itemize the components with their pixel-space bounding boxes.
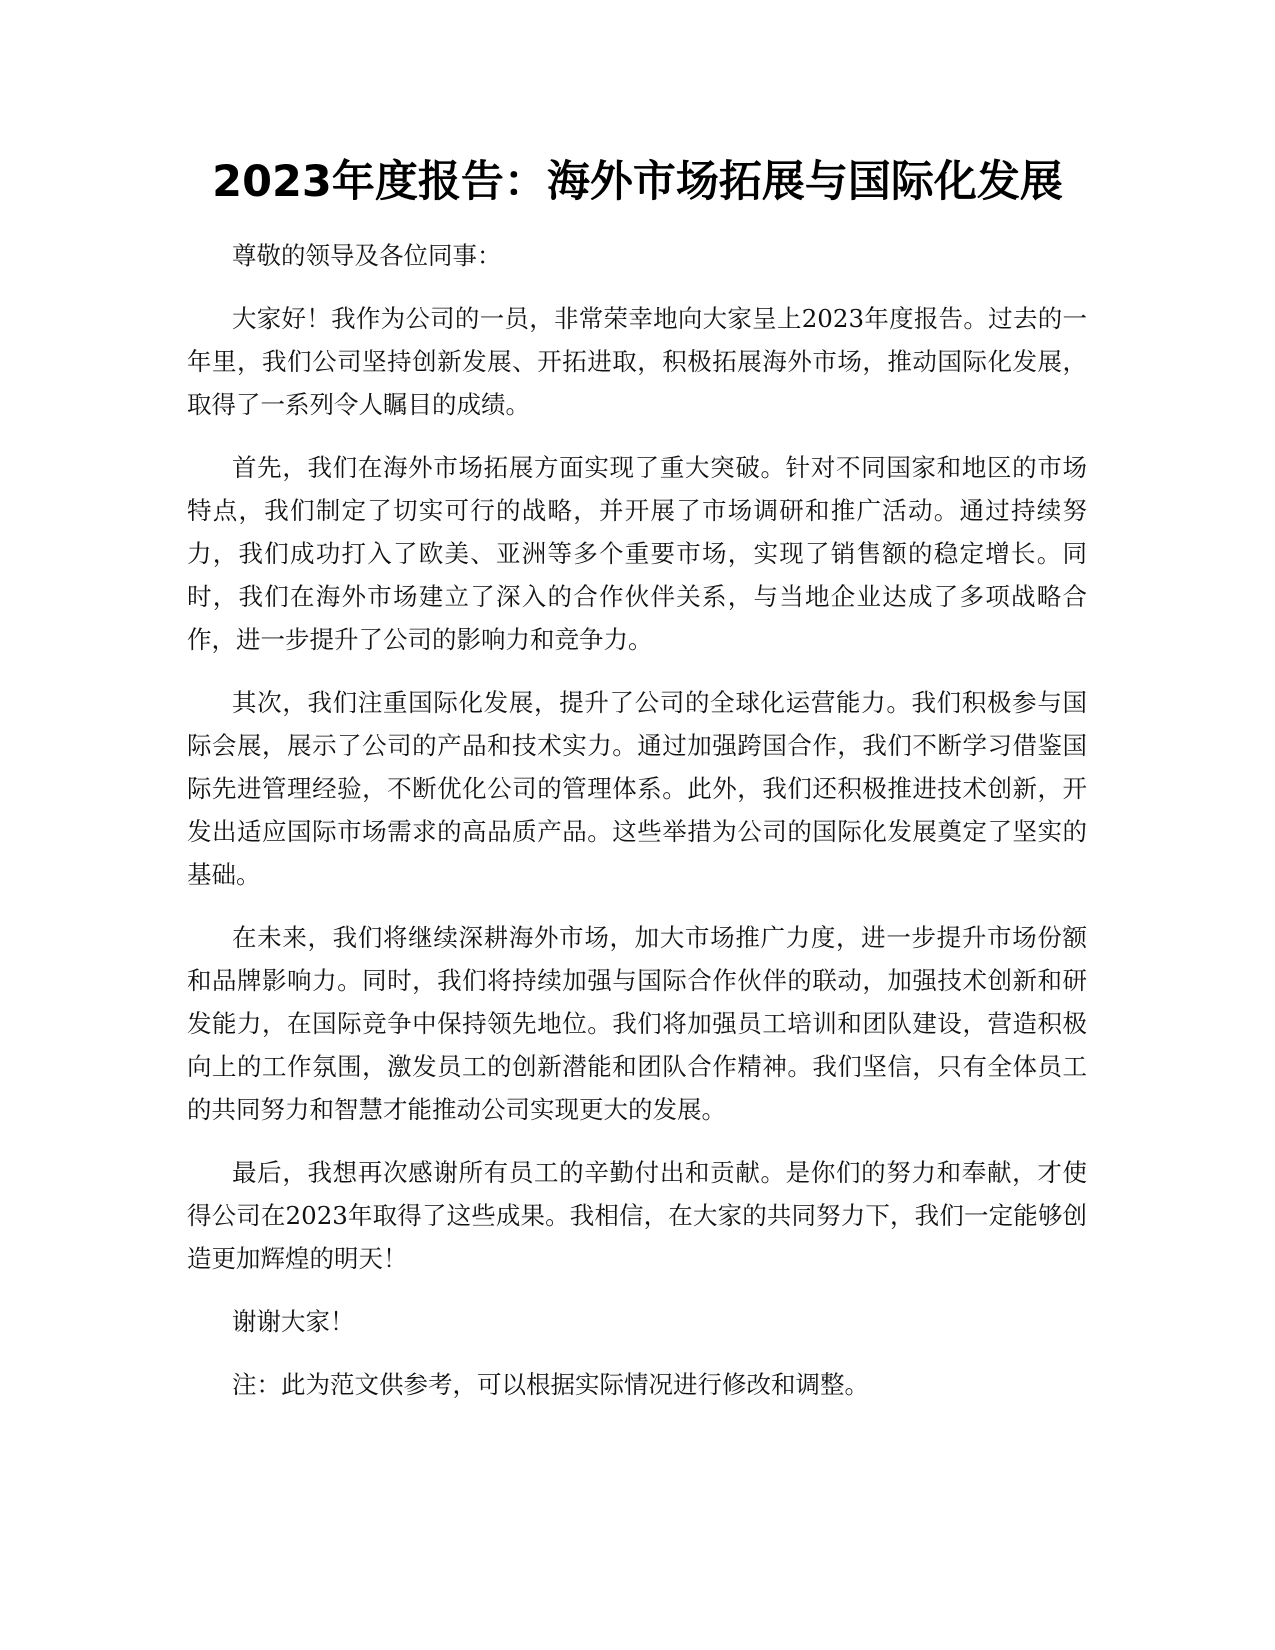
paragraph-future: 在未来，我们将继续深耕海外市场，加大市场推广力度，进一步提升市场份额和品牌影响力。同时，我们将持续加强与国际合作伙伴的联动，加强技术创新和研发能力，在国际竞争中保持领先地位。我们将加强员工培训和团队建设，营造积极向上的工作氛围，激发员工的创新潜能和团队合作精神。我们坚信，只有全体员工的共同努力和智慧才能推动公司实现更大的发展。 bbox=[187, 923, 1087, 1124]
closing-line: 谢谢大家！ bbox=[232, 1307, 355, 1336]
paragraph-intro: 大家好！我作为公司的一员，非常荣幸地向大家呈上2023年度报告。过去的一年里，我们公司坚持创新发展、开拓进取，积极拓展海外市场，推动国际化发展，取得了一系列令人瞩目的成绩。 bbox=[187, 304, 1087, 419]
paragraph-second: 其次，我们注重国际化发展，提升了公司的全球化运营能力。我们积极参与国际会展，展示了公司的产品和技术实力。通过加强跨国合作，我们不断学习借鉴国际先进管理经验，不断优化公司的管理体系。此外，我们还积极推进技术创新，开发出适应国际市场需求的高品质产品。这些举措为公司的国际化发展奠定了坚实的基础。 bbox=[187, 688, 1087, 889]
document-body bbox=[187, 234, 1087, 1426]
paragraph-first: 首先，我们在海外市场拓展方面实现了重大突破。针对不同国家和地区的市场特点，我们制定了切实可行的战略，并开展了市场调研和推广活动。通过持续努力，我们成功打入了欧美、亚洲等多个重要市场，实现了销售额的稳定增长。同时，我们在海外市场建立了深入的合作伙伴关系，与当地企业达成了多项战略合作，进一步提升了公司的影响力和竞争力。 bbox=[187, 453, 1087, 654]
page-title: 2023年度报告：海外市场拓展与国际化发展 bbox=[212, 157, 1063, 207]
salutation: 尊敬的领导及各位同事： bbox=[232, 241, 502, 270]
paragraph-final: 最后，我想再次感谢所有员工的辛勤付出和贡献。是你们的努力和奉献，才使得公司在2023年取得了这些成果。我相信，在大家的共同努力下，我们一定能够创造更加辉煌的明天！ bbox=[187, 1158, 1087, 1273]
note-line: 注：此为范文供参考，可以根据实际情况进行修改和调整。 bbox=[232, 1370, 869, 1399]
